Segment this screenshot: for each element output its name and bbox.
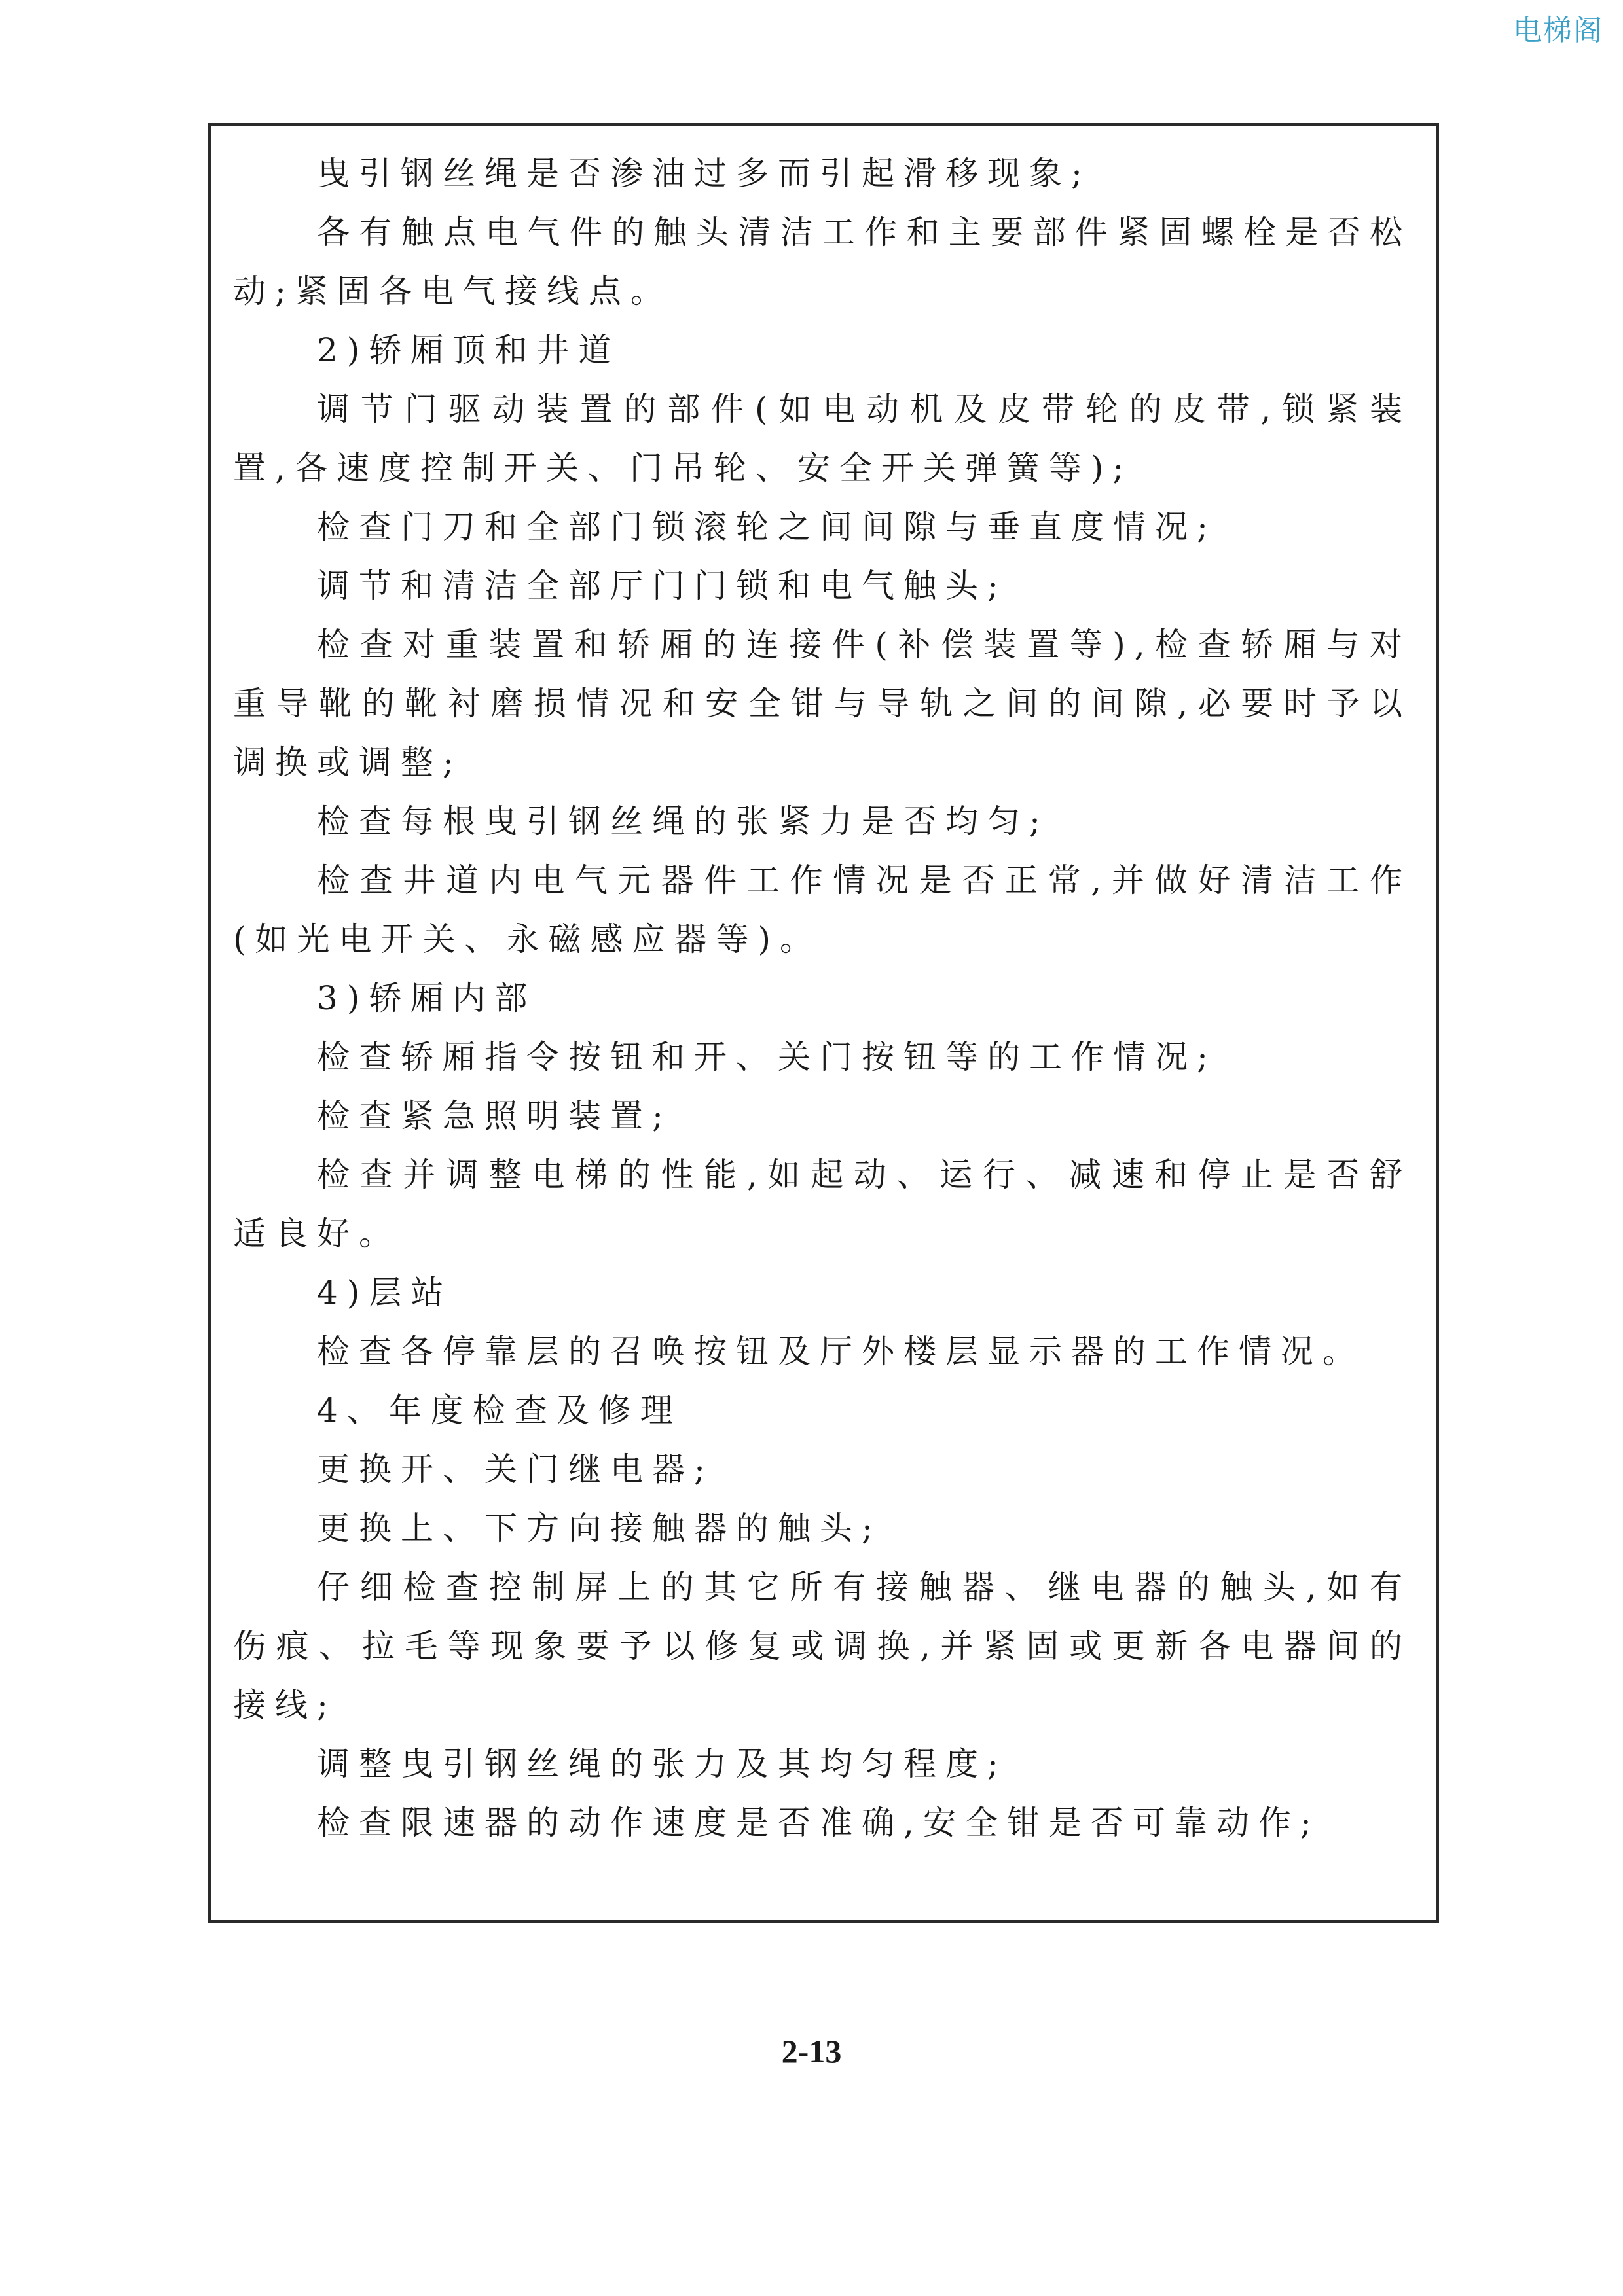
paragraph: 检查紧急照明装置; bbox=[317, 1097, 672, 1135]
section-heading: 4、年度检查及修理 bbox=[317, 1391, 682, 1429]
paragraph: 调整曳引钢丝绳的张力及其均匀程度; bbox=[317, 1745, 1008, 1783]
paragraph: 检查井道内电气元器件工作情况是否正常,并做好清洁工作(如光电开关、永磁感应器等)。 bbox=[233, 861, 1412, 958]
section-heading: 3)轿厢内部 bbox=[317, 979, 537, 1017]
section-heading: 4)层站 bbox=[317, 1274, 453, 1312]
page-number: 2-13 bbox=[781, 2033, 842, 2070]
paragraph: 检查每根曳引钢丝绳的张紧力是否均匀; bbox=[317, 802, 1049, 840]
paragraph: 调节和清洁全部厅门门锁和电气触头; bbox=[317, 567, 1008, 605]
paragraph: 检查门刀和全部门锁滚轮之间间隙与垂直度情况; bbox=[317, 508, 1217, 546]
paragraph: 更换上、下方向接触器的触头; bbox=[317, 1509, 882, 1547]
paragraph: 检查对重装置和轿厢的连接件(补偿装置等),检查轿厢与对重导靴的靴衬磨损情况和安全钳与导轨之间的间隙,必要时予以调换或调整; bbox=[233, 626, 1412, 781]
watermark-logo-text: 电梯阁 bbox=[1513, 14, 1603, 47]
paragraph: 检查各停靠层的召唤按钮及厅外楼层显示器的工作情况。 bbox=[317, 1333, 1364, 1371]
paragraph: 曳引钢丝绳是否渗油过多而引起滑移现象; bbox=[317, 154, 1091, 192]
paragraph: 各有触点电气件的触头清洁工作和主要部件紧固螺栓是否松动;紧固各电气接线点。 bbox=[233, 213, 1412, 310]
document-body bbox=[233, 144, 1412, 1852]
paragraph: 调节门驱动装置的部件(如电动机及皮带轮的皮带,锁紧装置,各速度控制开关、门吊轮、安全开关弹簧等); bbox=[233, 390, 1412, 487]
paragraph: 检查限速器的动作速度是否准确,安全钳是否可靠动作; bbox=[317, 1804, 1321, 1842]
section-heading: 2)轿厢顶和井道 bbox=[317, 331, 621, 369]
paragraph: 检查轿厢指令按钮和开、关门按钮等的工作情况; bbox=[317, 1038, 1217, 1076]
paragraph: 检查并调整电梯的性能,如起动、运行、减速和停止是否舒适良好。 bbox=[233, 1156, 1412, 1253]
paragraph: 仔细检查控制屏上的其它所有接触器、继电器的触头,如有伤痕、拉毛等现象要予以修复或调换,并紧固或更新各电器间的接线; bbox=[233, 1568, 1412, 1724]
paragraph: 更换开、关门继电器; bbox=[317, 1450, 714, 1488]
